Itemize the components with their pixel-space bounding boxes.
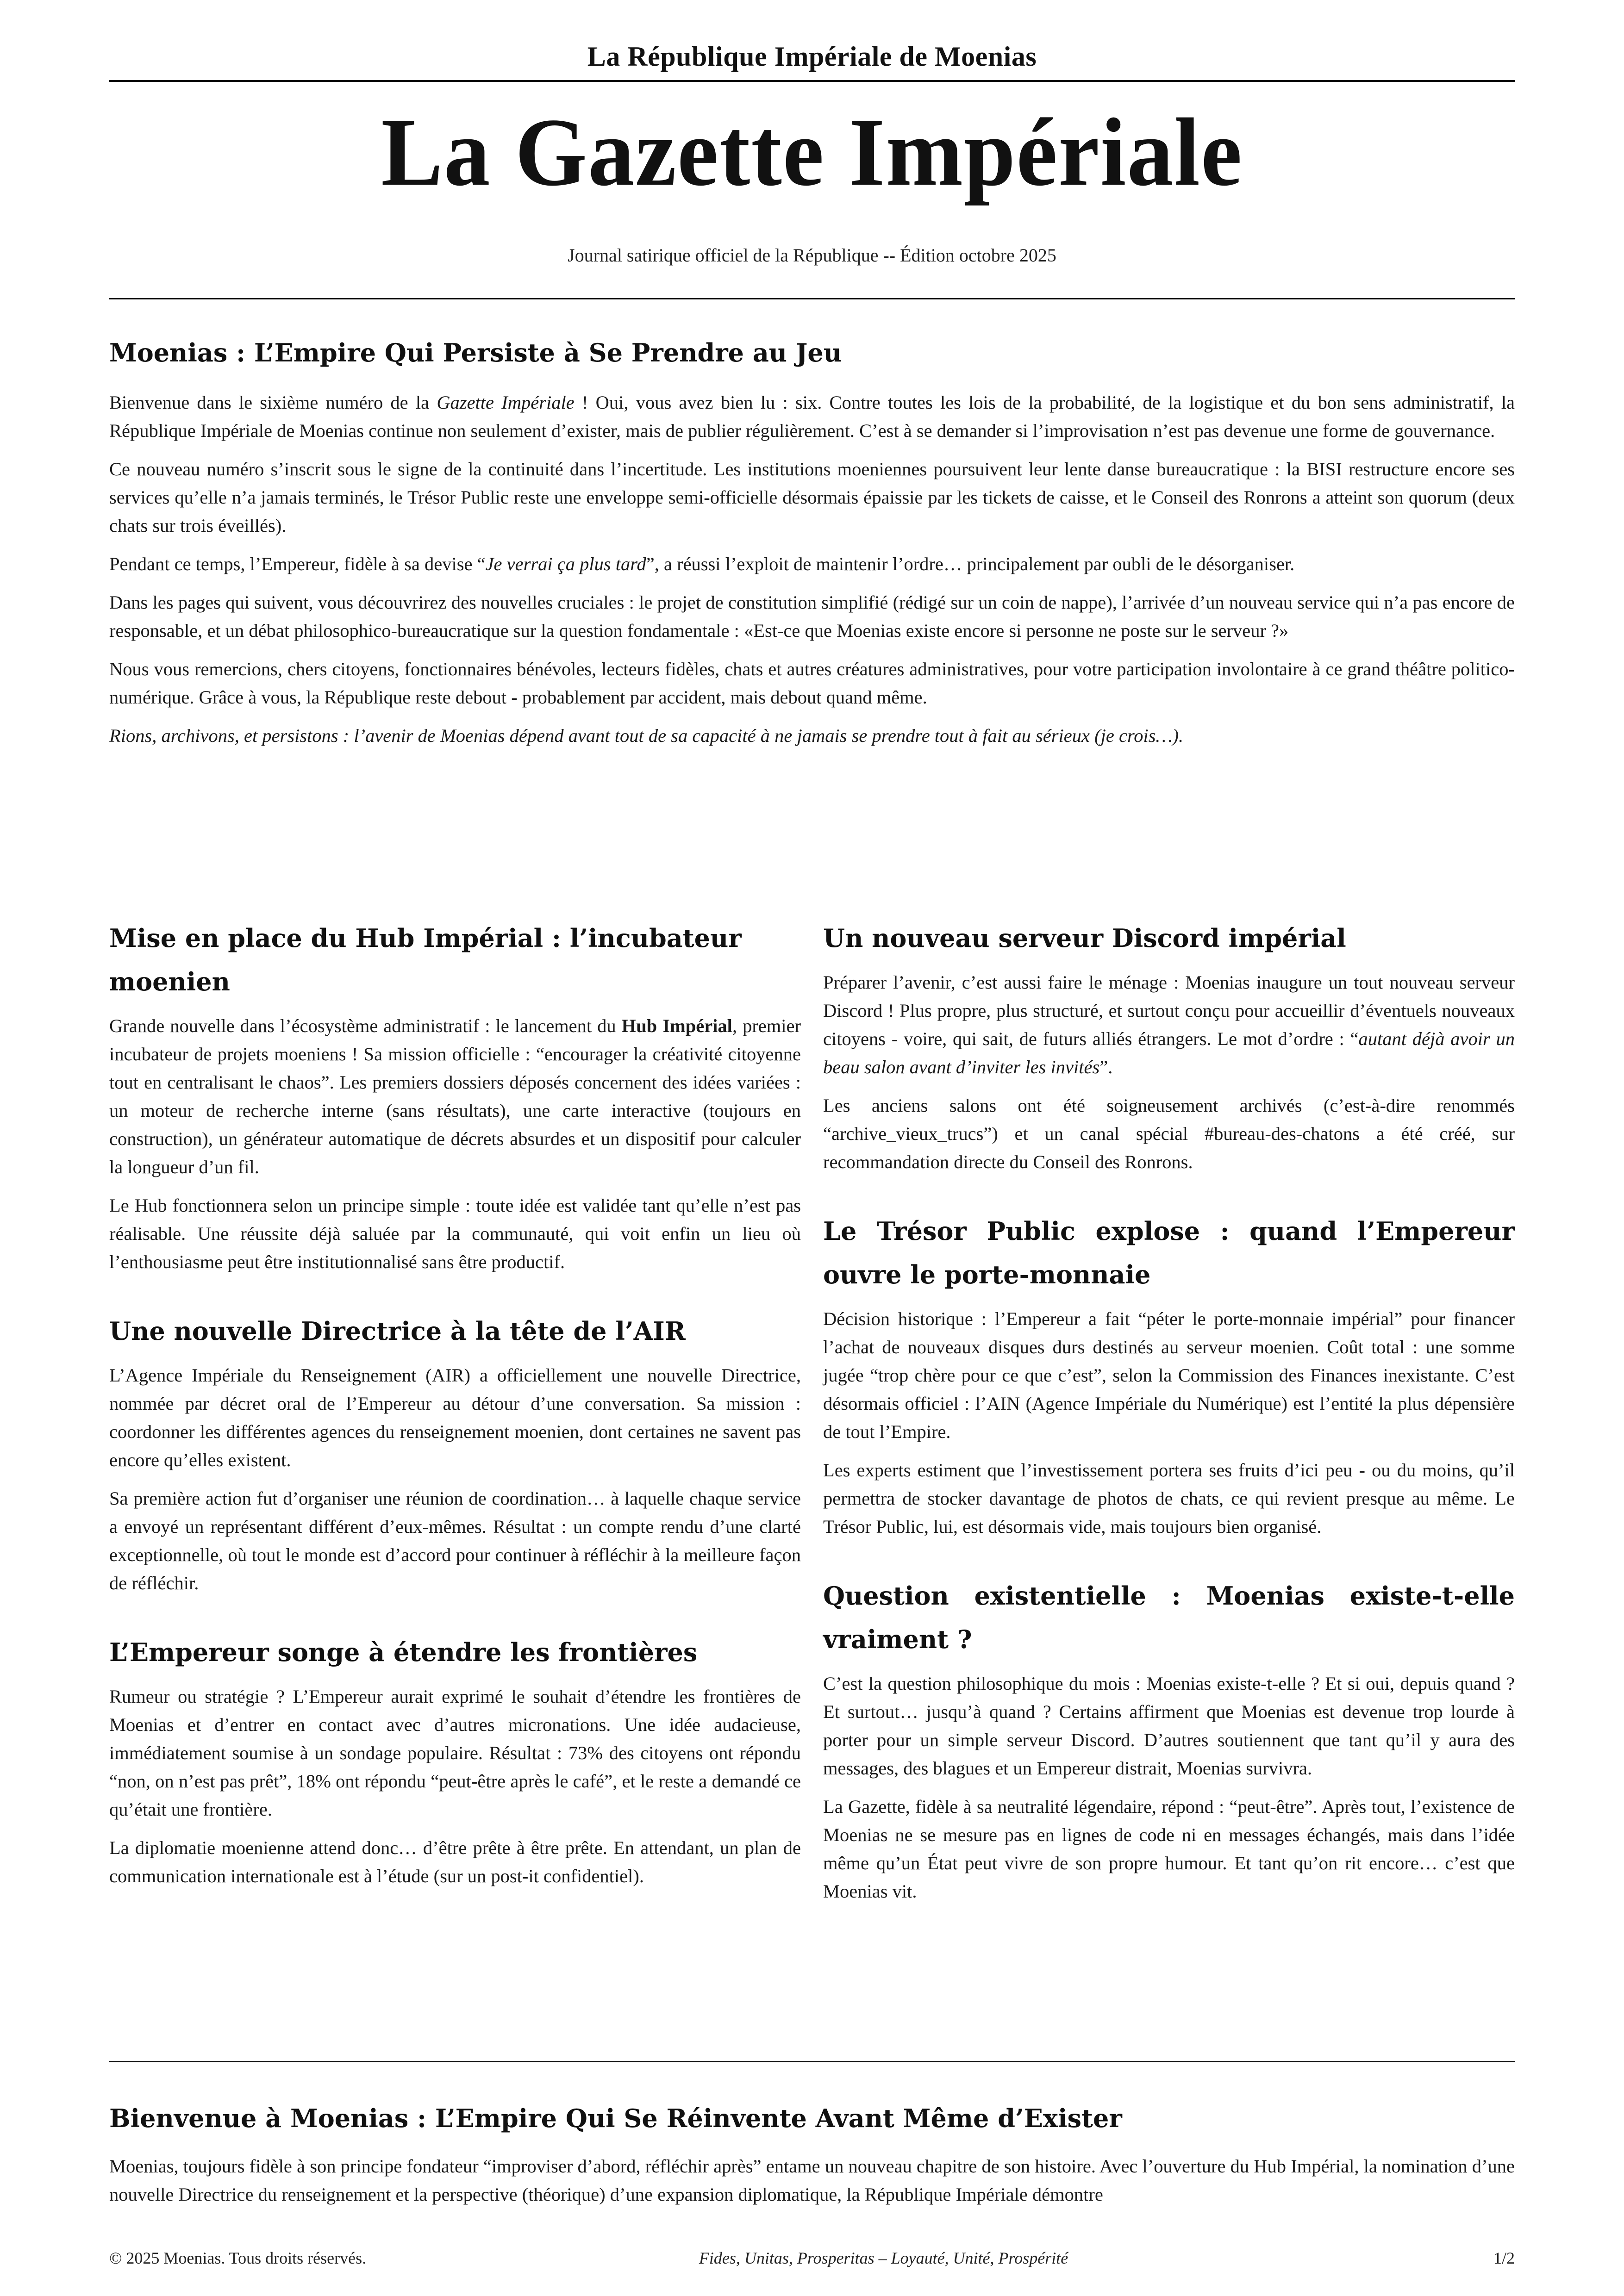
article-paragraph: La diplomatie moenienne attend donc… d’être prête à être prête. En attendant, un plan de communication internationale est à l’étude (sur un post-it confidentiel). <box>109 1837 801 1886</box>
copyright: © 2025 Moenias. Tous droits réservés. <box>109 2249 367 2267</box>
article-paragraph <box>823 968 1515 1081</box>
right-column <box>823 916 1515 1939</box>
article-paragraph: La Gazette, fidèle à sa neutralité légendaire, répond : “peut-être”. Après tout, l’existence de Moenias ne se mesure pas en lignes de code ni en messages échangés, mais dans l’idée même qu’un État peut vivre de son propre humour. Et tant qu’on rit encore… c’est que Moenias vit. <box>823 1796 1515 1902</box>
national-motto: Fides, Unitas, Prosperitas – Loyauté, Unité, Prospérité <box>699 2249 1068 2267</box>
page-footer <box>109 2248 1515 2268</box>
article-paragraph: L’Agence Impériale du Renseignement (AIR) a officiellement une nouvelle Directrice, nommée par décret oral de l’Empereur au détour d’une conversation. Sa mission : coordonner les différentes agences du renseignement moenien, dont certaines ne savent pas encore qu’elles existent. <box>109 1365 801 1470</box>
article-borders <box>109 1630 801 1890</box>
article-title: Mise en place du Hub Impérial : l’incubateur moenien <box>109 923 742 996</box>
publication-name: Gazette Impériale <box>437 392 575 413</box>
article-existential-question <box>823 1574 1515 1905</box>
article-title: Une nouvelle Directrice à la tête de l’AIR <box>109 1316 686 1346</box>
article-hub-imperial <box>109 916 801 1276</box>
article-paragraph: Les experts estiment que l’investissement portera ses fruits d’ici peu - ou du moins, qu’il permettra de stocker davantage de photos de chats, ce qui revient presque au même. Le Trésor Public, lui, est désormais vide, mais toujours bien organisé. <box>823 1460 1515 1537</box>
text-run: ”, a réussi l’exploit de maintenir l’ordre… principalement par oubli de le désorganiser. <box>646 554 1295 574</box>
lead-paragraph-1 <box>109 388 1515 445</box>
closing-article-paragraph: Moenias, toujours fidèle à son principe fondateur “improviser d’abord, réfléchir après” entame un nouveau chapitre de son histoire. Avec l’ouverture du Hub Impérial, la nomination d’une nouvelle Directrice du renseignement et la perspective (théorique) d’une expansion diplomatique, la République Impériale démontre <box>109 2156 1515 2205</box>
text-run: Préparer l’avenir, c’est aussi faire le ménage : Moenias inaugure un tout nouveau serveur Discord ! Plus propre, plus structuré, et surtout conçu pour accueillir d’éventuels nouveaux citoyens - voire, qui sait, de futurs alliés étrangers. Le mot d’ordre : “ <box>823 972 1515 1049</box>
lead-paragraph-4: Dans les pages qui suivent, vous découvrirez des nouvelles cruciales : le projet de constitution simplifié (rédigé sur un coin de nappe), l’arrivée d’un nouveau service qui n’a pas encore de responsable, et un débat philosophico-bureaucratique sur la question fondamentale : «Est-ce que Moenias existe encore si personne ne poste sur le serveur ?» <box>109 592 1515 641</box>
lead-paragraph-5: Nous vous remercions, chers citoyens, fonctionnaires bénévoles, lecteurs fidèles, chats et autres créatures administratives, pour votre participation involontaire à ce grand théâtre politico-numérique. Grâce à vous, la République reste debout - probablement par accident, mais debout quand même. <box>109 659 1515 708</box>
motto-quote: autant déjà avoir un beau salon avant d’inviter les invités <box>823 1028 1515 1077</box>
article-paragraph: C’est la question philosophique du mois : Moenias existe-t-elle ? Et si oui, depuis quand ? Et surtout… jusqu’à quand ? Certains affirment que Moenias est devenue trop lourde à porter pour un simple serveur Discord. D’autres soutiennent que tant qu’il y aura des messages, des blagues et un Empereur distrait, Moenias survivra. <box>823 1673 1515 1779</box>
closing-article-title: Bienvenue à Moenias : L’Empire Qui Se Réinvente Avant Même d’Exister <box>109 2103 1122 2133</box>
article-paragraph: Les anciens salons ont été soigneusement archivés (c’est-à-dire renommés “archive_vieux_trucs”) et un canal spécial #bureau-des-chatons a été créé, sur recommandation directe du Conseil des Ronrons. <box>823 1095 1515 1172</box>
text-run: ”. <box>1099 1057 1113 1077</box>
text-run: Grande nouvelle dans l’écosystème administratif : le lancement du <box>109 1015 622 1036</box>
article-paragraph: Décision historique : l’Empereur a fait “péter le porte-monnaie impérial” pour financer l’achat de nouveaux disques durs destinés au serveur moenien. Coût total : une somme jugée “trop chère pour ce que c’est”, selon la Commission des Finances inexistante. C’est désormais officiel : l’AIN (Agence Impériale du Numérique) est l’entité la plus dépensière de tout l’Empire. <box>823 1308 1515 1442</box>
two-column-layout <box>109 916 1515 1939</box>
article-treasury <box>823 1209 1515 1541</box>
emperor-motto: Je verrai ça plus tard <box>485 554 646 574</box>
section-rule <box>109 2061 1515 2062</box>
article-paragraph <box>109 1012 801 1181</box>
closing-article <box>109 2097 1515 2209</box>
article-paragraph: Sa première action fut d’organiser une réunion de coordination… à laquelle chaque service a envoyé un représentant différent d’eux-mêmes. Résultat : un compte rendu d’une clarté exceptionnelle, où tout le monde est d’accord pour continuer à réfléchir à la meilleure façon de réfléchir. <box>109 1488 801 1593</box>
article-paragraph: Le Hub fonctionnera selon un principe simple : toute idée est validée tant qu’elle n’est pas réalisable. Une réussite déjà saluée par la communauté, qui voit enfin un lieu où l’enthousiasme peut être institutionnalisé sans être productif. <box>109 1195 801 1272</box>
masthead-title: La Gazette Impériale <box>381 99 1243 206</box>
header-rule <box>109 80 1515 82</box>
article-title: L’Empereur songe à étendre les frontières <box>109 1637 698 1667</box>
article-title: Le Trésor Public explose : quand l’Empereur ouvre le porte-monnaie <box>823 1216 1515 1289</box>
lead-paragraph-6: Rions, archivons, et persistons : l’avenir de Moenias dépend avant tout de sa capacité à ne jamais se prendre tout à fait au sérieux (je crois…). <box>109 725 1184 746</box>
page-number: 1/2 <box>1493 2249 1515 2267</box>
text-run: ! Oui, vous avez bien lu : six. Contre toutes les lois de la probabilité, de la logistique et du bon sens administratif, la République Impériale de Moenias continue non seulement d’exister, mais de publier régulièrement. C’est à se demander si l’improvisation n’est pas devenue une forme de gouvernance. <box>109 392 1515 441</box>
lead-article <box>109 331 1515 750</box>
lead-paragraph-3 <box>109 550 1515 578</box>
text-run: Pendant ce temps, l’Empereur, fidèle à sa devise “ <box>109 554 486 574</box>
republic-label: La République Impériale de Moenias <box>587 41 1037 72</box>
lead-article-title: Moenias : L’Empire Qui Persiste à Se Prendre au Jeu <box>109 338 842 367</box>
article-air-director <box>109 1309 801 1597</box>
article-title: Un nouveau serveur Discord impérial <box>823 923 1346 953</box>
article-paragraph: Rumeur ou stratégie ? L’Empereur aurait exprimé le souhait d’étendre les frontières de Moenias et d’entrer en contact avec d’autres micronations. Une idée audacieuse, immédiatement soumise à un sondage populaire. Résultat : 73% des citoyens ont répondu “non, on n’est pas prêt”, 18% ont répondu “peut-être après le café”, et le reste a demandé ce qu’était une frontière. <box>109 1686 801 1820</box>
left-column <box>109 916 801 1939</box>
lead-paragraph-2: Ce nouveau numéro s’inscrit sous le signe de la continuité dans l’incertitude. Les institutions moeniennes poursuivent leur lente danse bureaucratique : la BISI restructure encore ses services qu’elle n’a jamais terminés, le Trésor Public reste une enveloppe semi-officielle désormais épaissie par les tickets de caisse, et le Conseil des Ronrons a atteint son quorum (deux chats sur trois éveillés). <box>109 459 1515 536</box>
masthead-rule <box>109 298 1515 299</box>
hub-name: Hub Impérial <box>621 1015 732 1036</box>
edition-subtitle: Journal satirique officiel de la République -- Édition octobre 2025 <box>568 245 1056 266</box>
article-discord-server <box>823 916 1515 1176</box>
text-run: , premier incubateur de projets moeniens ! Sa mission officielle : “encourager la créativité citoyenne tout en centralisant le chaos”. Les premiers dossiers déposés concernent des idées variées : un moteur de recherche interne (sans résultats), une carte interactive (toujours en construction), un générateur automatique de décrets absurdes et un dispositif pour calculer la longueur d’un fil. <box>109 1015 801 1177</box>
text-run: Bienvenue dans le sixième numéro de la <box>109 392 437 413</box>
article-title: Question existentielle : Moenias existe-t-elle vraiment ? <box>823 1581 1515 1654</box>
